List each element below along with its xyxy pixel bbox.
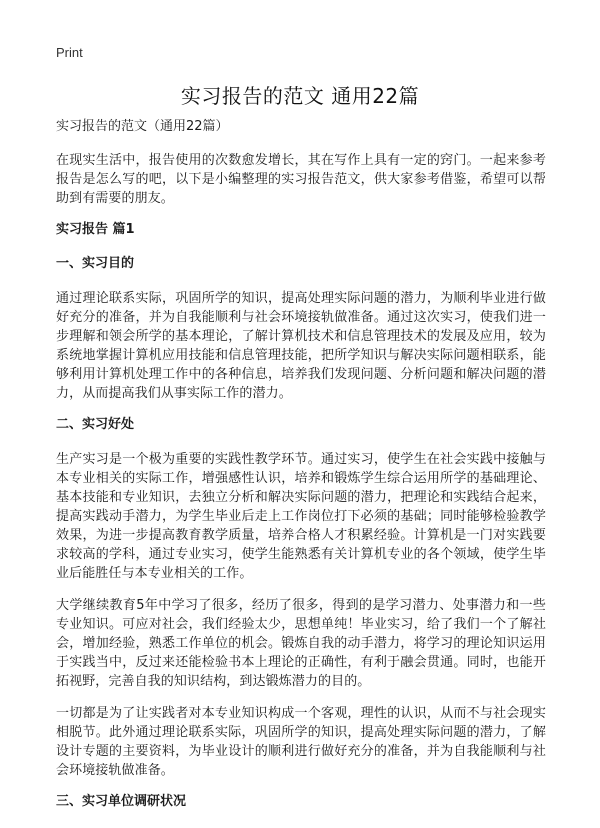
part2-paragraph-2: 大学继续教育5年中学习了很多，经历了很多，得到的是学习潜力、处事潜力和一些专业知识。可应对社会，我们经验太少，思想单纯！毕业实习，给了我们一个了解社会，增加经验，熟悉工作单位的机会。锻炼自我的动手潜力，将学习的理论知识运用于实践当中，反过来还能检验书本上理论的正确性，有利于融会贯通。同时，也能开拓视野，完善自我的知识结构，到达锻炼潜力的目的。 — [56, 598, 546, 689]
intro-paragraph: 在现实生活中，报告使用的次数愈发增长，其在写作上具有一定的窍门。一起来参考报告是怎么写的吧，以下是小编整理的实习报告范文，供大家参考借鉴，希望可以帮助到有需要的朋友。 — [56, 153, 546, 206]
document-subtitle: 实习报告的范文（通用22篇） — [56, 119, 229, 134]
part3-heading: 三、实习单位调研状况 — [56, 794, 187, 809]
section-title: 实习报告 篇1 — [56, 222, 135, 237]
part2-paragraph-3: 一切都是为了让实践者对本专业知识构成一个客观，理性的认识，从而不与社会现实相脱节。此外通过理论联系实际，巩固所学的知识，提高处理实际问题的潜力，了解设计专题的主要资料，为毕业设计的顺利进行做好充分的准备，并为自我能顺利与社会环境接轨做准备。 — [56, 706, 546, 778]
page-title: 实习报告的范文 通用22篇 — [180, 84, 420, 108]
part2-paragraph-1: 生产实习是一个极为重要的实践性教学环节。通过实习，使学生在社会实践中接触与本专业相关的实际工作，增强感性认识，培养和锻炼学生综合运用所学的基础理论、基本技能和专业知识，去独立分析和解决实际问题的潜力，把理论和实践结合起来，提高实践动手潜力，为学生毕业后走上工作岗位打下必须的基础；同时能够检验教学效果，为进一步提高教育教学质量，培养合格人才积累经验。计算机是一门对实践要求较高的学科，通过专业实习，使学生能熟悉有关计算机专业的各个领域，使学生毕业后能胜任与本专业相关的工作。 — [56, 452, 546, 581]
part1-paragraph: 通过理论联系实际，巩固所学的知识，提高处理实际问题的潜力，为顺利毕业进行做好充分的准备，并为自我能顺利与社会环境接轨做准备。通过这次实习，使我们进一步理解和领会所学的基本理论，了解计算机技术和信息管理技术的发展及应用，较为系统地掌握计算机应用技能和信息管理技能，把所学知识与解决实际问题相联系，能够利用计算机处理工作中的各种信息，培养我们发现问题、分析问题和解决问题的潜力，从而提高我们从事实际工作的潜力。 — [56, 291, 546, 401]
part2-heading: 二、实习好处 — [56, 417, 135, 432]
article-body — [56, 118, 546, 827]
part1-heading: 一、实习目的 — [56, 256, 135, 271]
print-link[interactable]: Print — [56, 45, 83, 60]
